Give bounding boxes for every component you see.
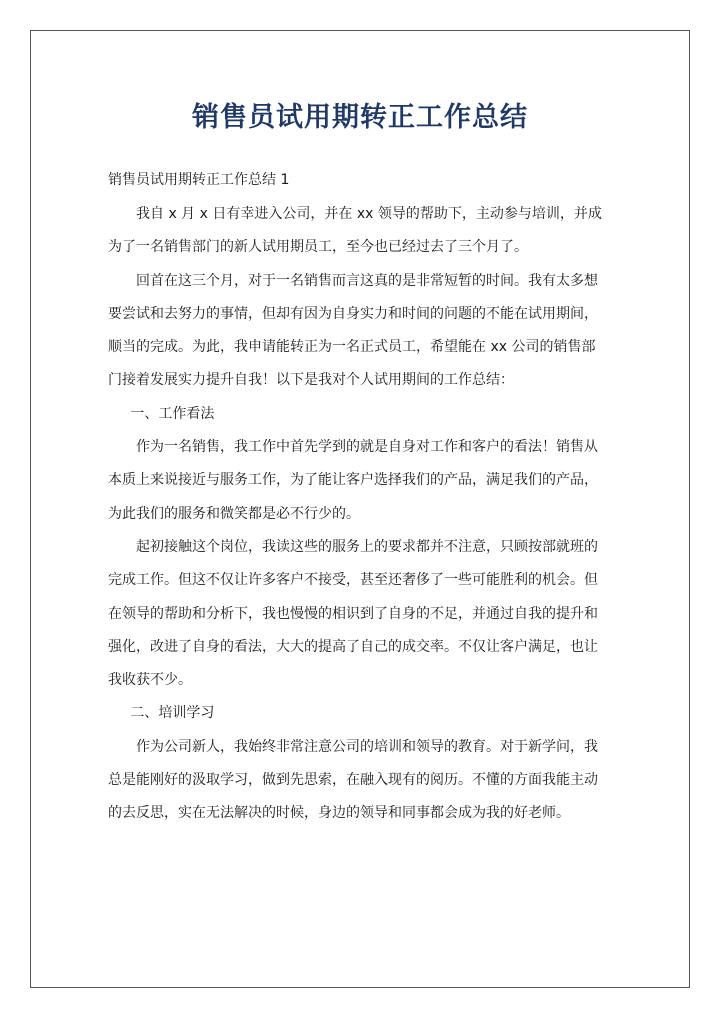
- paragraph-line: 我自 x 月 x 日有幸进入公司，并在 xx 领导的帮助下，主动参与培训，并成: [136, 206, 602, 222]
- paragraph-line: 作为一名销售，我工作中首先学到的就是自身对工作和客户的看法！销售从: [136, 439, 598, 456]
- paragraph-line: 本质上来说接近与服务工作，为了能让客户选择我们的产品，满足我们的产品，: [108, 472, 598, 489]
- paragraph: [108, 531, 616, 697]
- section-heading: 二、培训学习: [130, 705, 215, 722]
- paragraph: [108, 431, 616, 531]
- paragraph-line: 为此我们的服务和微笑都是必不行少的。: [108, 505, 360, 522]
- paragraph: [108, 731, 616, 831]
- paragraph-line: 顺当的完成。为此，我申请能转正为一名正式员工，希望能在 xx 公司的销售部: [108, 339, 596, 356]
- paragraph-line: 在领导的帮助和分析下，我也慢慢的相识到了自身的不足，并通过自我的提升和: [108, 605, 598, 622]
- paragraph-line: 总是能刚好的汲取学习，做到先思索，在融入现有的阅历。不懂的方面我能主动: [108, 772, 598, 789]
- paragraph: [108, 265, 616, 398]
- paragraph-line: 完成工作。但这不仅让许多客户不接受，甚至还奢侈了一些可能胜利的机会。但: [108, 572, 598, 589]
- paragraph-line: 回首在这三个月，对于一名销售而言这真的是非常短暂的时间。我有太多想: [136, 272, 598, 289]
- document-body: [108, 170, 616, 831]
- paragraph-line: 作为公司新人，我始终非常注意公司的培训和领导的教育。对于新学问，我: [136, 738, 598, 755]
- paragraph-line: 强化，改进了自身的看法，大大的提高了自己的成交率。不仅让客户满足，也让: [108, 638, 598, 655]
- paragraph-line: 我收获不少。: [108, 672, 192, 689]
- paragraph-line: 起初接触这个岗位，我读这些的服务上的要求都并不注意，只顾按部就班的: [136, 538, 598, 555]
- document-title: 销售员试用期转正工作总结: [192, 102, 528, 133]
- paragraph-line: 为了一名销售部门的新人试用期员工，至今也已经过去了三个月了。: [108, 239, 528, 256]
- paragraph-line: 要尝试和去努力的事情，但却有因为自身实力和时间的问题的不能在试用期间，: [108, 305, 598, 322]
- document-subtitle: 销售员试用期转正工作总结 1: [108, 172, 290, 188]
- section-heading: 一、工作看法: [130, 405, 215, 422]
- paragraph: [108, 198, 616, 265]
- paragraph-line: 门接着发展实力提升自我！以下是我对个人试用期间的工作总结：: [108, 372, 514, 389]
- paragraph-line: 的去反思，实在无法解决的时候，身边的领导和同事都会成为我的好老师。: [108, 805, 570, 822]
